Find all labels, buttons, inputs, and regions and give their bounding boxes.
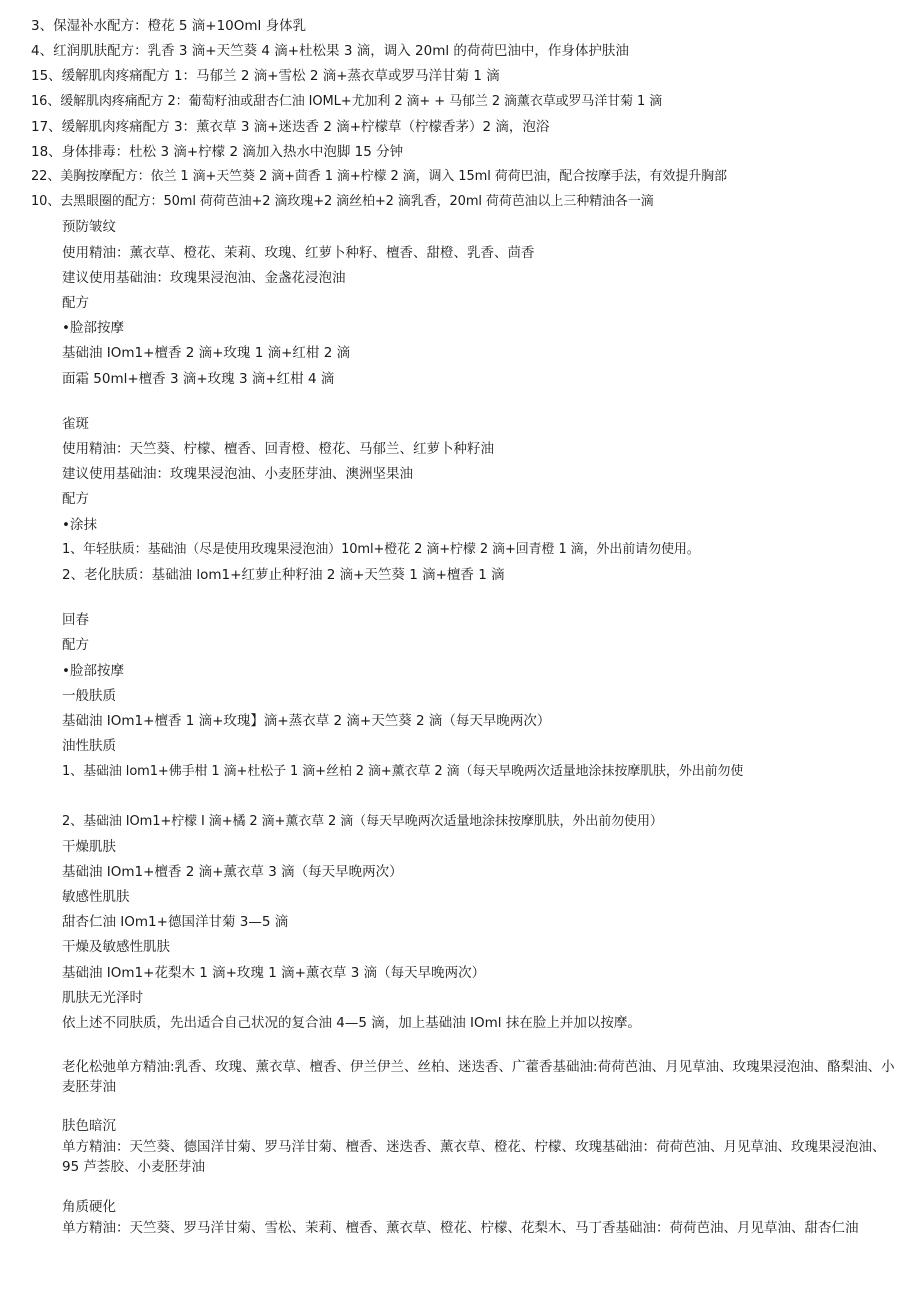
text-line: 油性肤质 (62, 738, 116, 754)
text-line: 基础油 IOm1+檀香 1 滴+玫瑰】滴+蒸衣草 2 滴+天竺葵 2 滴（每天早晚两次） (62, 713, 551, 729)
text-line: 肌肤无光泽时 (62, 990, 143, 1006)
section-heading: 肤色暗沉 (62, 1118, 116, 1134)
paragraph: 单方精油：天竺葵、罗马洋甘菊、雪松、茉莉、檀香、薰衣草、橙花、柠檬、花梨木、马丁香基础油：荷荷芭油、月见草油、甜杏仁油 (62, 1220, 859, 1236)
paragraph: 单方精油：天竺葵、德国洋甘菊、罗马洋甘菊、檀香、迷迭香、薰衣草、橙花、柠檬、玫瑰基础油：荷荷芭油、月见草油、玫瑰果浸泡油、95 芦荟胶、小麦胚芽油 (62, 1139, 886, 1175)
text-line: 建议使用基础油：玫瑰果浸泡油、金盏花浸泡油 (62, 270, 346, 286)
recipe-line: 22、美胸按摩配方：依兰 1 滴+天竺葵 2 滴+茴香 1 滴+柠檬 2 滴，调入 15ml 荷荷巴油，配合按摩手法，有效提升胸部 (31, 169, 727, 184)
text-line: 2、基础油 IOm1+柠檬 I 滴+橘 2 滴+薰衣草 2 滴（每天早晚两次适量地涂抹按摩肌肤，外出前勿使用） (62, 814, 663, 829)
text-line: •脸部按摩 (62, 663, 124, 679)
text-line: 1、年轻肤质：基础油（尽是使用玫瑰果浸泡油）10ml+橙花 2 滴+柠檬 2 滴+回青橙 1 滴，外出前请勿使用。 (62, 542, 700, 557)
text-line: 干燥肌肤 (62, 839, 116, 855)
recipe-line: 10、去黑眼圈的配方：50ml 荷荷芭油+2 滴玫瑰+2 滴丝柏+2 滴乳香，20ml 荷荷芭油以上三种精油各一滴 (31, 194, 654, 209)
text-line: 甜杏仁油 IOm1+德国洋甘菊 3—5 滴 (62, 914, 289, 930)
text-line: 面霜 50ml+檀香 3 滴+玫瑰 3 滴+红柑 4 滴 (62, 371, 335, 387)
section-heading: 回春 (62, 612, 89, 628)
section-heading: 雀斑 (62, 416, 89, 432)
text-line: 建议使用基础油：玫瑰果浸泡油、小麦胚芽油、澳洲坚果油 (62, 466, 413, 482)
text-line: 1、基础油 lom1+佛手柑 1 滴+杜松子 1 滴+丝柏 2 滴+薰衣草 2 滴（每天早晚两次适量地涂抹按摩肌肤，外出前勿使 (62, 764, 744, 779)
text-line: 一般肤质 (62, 688, 116, 704)
text-line: 配方 (62, 295, 89, 311)
text-line: 使用精油：天竺葵、柠檬、檀香、回青橙、橙花、马郁兰、红萝卜种籽油 (62, 441, 494, 457)
text-line: •脸部按摩 (62, 320, 124, 336)
section-heading: 角质硬化 (62, 1199, 116, 1215)
recipe-line: 18、身体排毒：杜松 3 滴+柠檬 2 滴加入热水中泡脚 15 分钟 (31, 144, 404, 160)
text-line: 基础油 IOm1+花梨木 1 滴+玫瑰 1 滴+薰衣草 3 滴（每天早晚两次） (62, 965, 486, 981)
paragraph: 老化松弛单方精油:乳香、玫瑰、薰衣草、檀香、伊兰伊兰、丝柏、迷迭香、广藿香基础油:荷荷芭油、月见草油、玫瑰果浸泡油、酪梨油、小麦胚芽油 (62, 1059, 895, 1095)
recipe-line: 4、红润肌肤配方：乳香 3 滴+天竺葵 4 滴+杜松果 3 滴，调入 20ml 的荷荷巴油中，作身体护肤油 (31, 43, 629, 59)
text-line: 基础油 IOm1+檀香 2 滴+玫瑰 1 滴+红柑 2 滴 (62, 345, 351, 361)
text-line: •涂抹 (62, 517, 97, 533)
text-line: 干燥及敏感性肌肤 (62, 939, 170, 955)
section-heading: 预防皱纹 (62, 219, 116, 235)
recipe-line: 15、缓解肌肉疼痛配方 1：马郁兰 2 滴+雪松 2 滴+蒸衣草或罗马洋甘菊 1 滴 (31, 68, 500, 84)
text-line: 配方 (62, 491, 89, 507)
recipe-line: 17、缓解肌肉疼痛配方 3：薰衣草 3 滴+迷迭香 2 滴+柠檬草（柠檬香茅）2 滴，泡浴 (31, 119, 550, 135)
recipe-line: 3、保湿补水配方：橙花 5 滴+10Oml 身体乳 (31, 18, 307, 34)
text-line: 敏感性肌肤 (62, 889, 130, 905)
text-line: 使用精油：薰衣草、橙花、茉莉、玫瑰、红萝卜种籽、檀香、甜橙、乳香、茴香 (62, 245, 535, 261)
text-line: 配方 (62, 637, 89, 653)
text-line: 基础油 IOm1+檀香 2 滴+薰衣草 3 滴（每天早晚两次） (62, 864, 403, 880)
text-line: 2、老化肤质：基础油 lom1+红萝止种籽油 2 滴+天竺葵 1 滴+檀香 1 滴 (62, 567, 505, 583)
text-line: 依上述不同肤质，先出适合自己状况的复合油 4—5 滴，加上基础油 IOml 抹在脸上并加以按摩。 (62, 1015, 641, 1031)
recipe-line: 16、缓解肌肉疼痛配方 2：葡萄籽油或甜杏仁油 IOML+尤加利 2 滴+ + 马郁兰 2 滴薰衣草或罗马洋甘菊 1 滴 (31, 94, 663, 109)
